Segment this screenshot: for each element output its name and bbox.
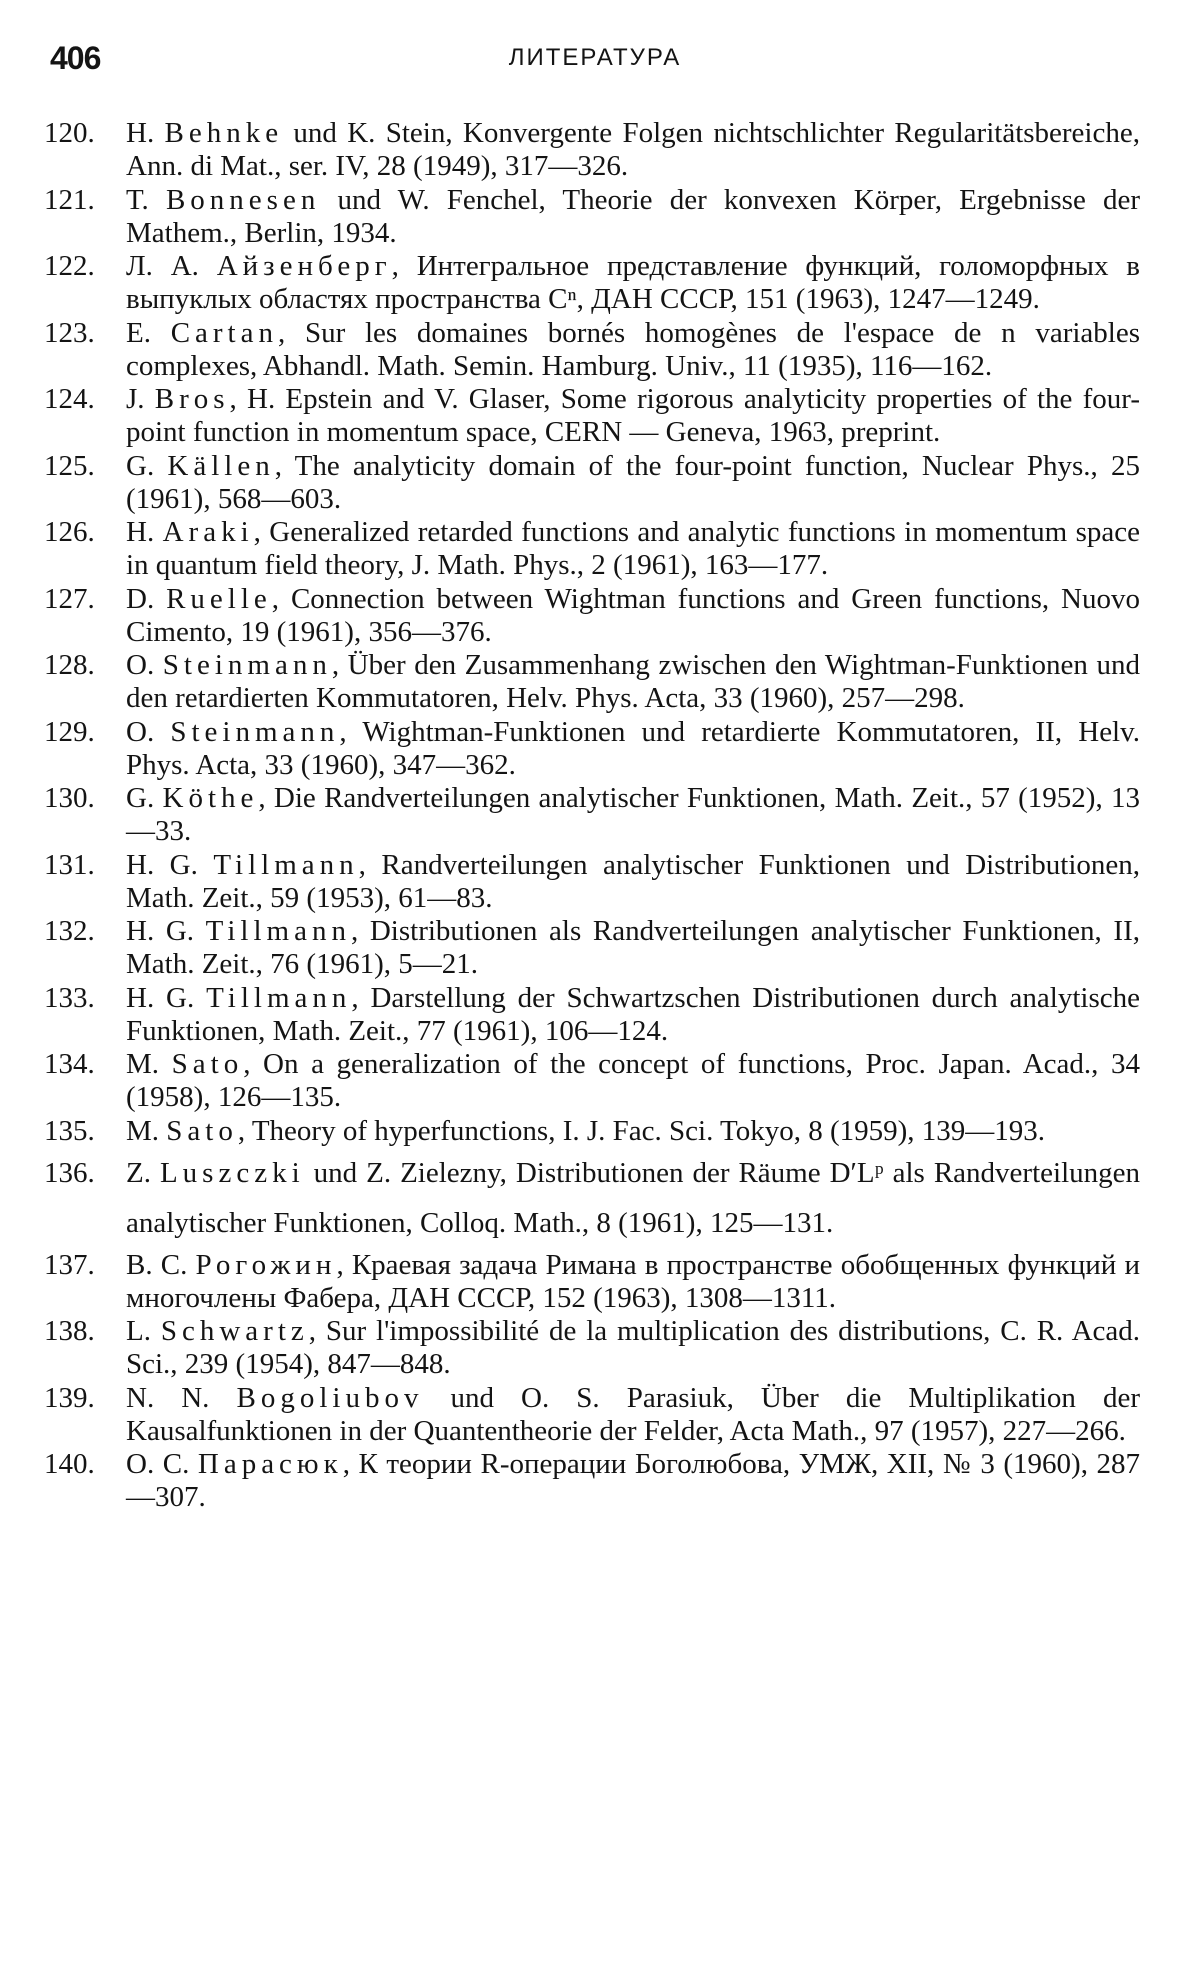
- reference-text: , К теории R-операции Боголюбова, УМЖ, XII, № 3 (1960), 287—307.: [126, 1448, 1140, 1513]
- reference-author: Bros: [154, 383, 230, 415]
- reference-number: 138.: [44, 1315, 95, 1347]
- reference-author: Luszczki: [159, 1157, 305, 1189]
- reference-text: , Theory of hyperfunctions, I. J. Fac. Sci. Tokyo, 8 (1959), 139—193.: [237, 1114, 1046, 1147]
- reference-author: Tillmann: [205, 915, 351, 947]
- reference-item: [44, 184, 1140, 250]
- page-header: [50, 40, 1140, 80]
- reference-initials: G.: [126, 449, 168, 482]
- reference-number: 136.: [44, 1157, 95, 1189]
- reference-initials: Z.: [126, 1157, 160, 1189]
- reference-item: [44, 317, 1140, 383]
- reference-text: und Z. Zielezny, Distributionen der Räume D′Lᵖ als Randverteilungen analytischer Funktionen, Colloq. Math., 8 (1961), 125—131.: [126, 1157, 1140, 1239]
- reference-text: , H. Epstein and V. Glaser, Some rigorous analyticity properties of the four-point function in momentum space, CERN — Geneva, 1963, preprint.: [126, 383, 1140, 448]
- reference-text: , Randverteilungen analytischer Funktionen und Distributionen, Math. Zeit., 59 (1953), 61—83.: [126, 848, 1140, 914]
- reference-text: und O. S. Parasiuk, Über die Multiplikation der Kausalfunktionen in der Quantentheorie der Felder, Acta Math., 97 (1957), 227—266.: [126, 1381, 1140, 1447]
- reference-author: Ruelle: [166, 582, 272, 615]
- reference-item: [44, 1315, 1140, 1381]
- reference-initials: G.: [126, 782, 163, 814]
- reference-initials: L.: [126, 1315, 161, 1347]
- reference-item: [44, 716, 1140, 782]
- reference-list: [44, 117, 1140, 1515]
- reference-author: Tillmann: [206, 981, 352, 1014]
- reference-number: 124.: [44, 383, 95, 415]
- reference-number: 129.: [44, 715, 95, 748]
- reference-item: [44, 450, 1140, 516]
- reference-author: Steinmann: [162, 649, 332, 681]
- reference-initials: H.: [126, 516, 163, 548]
- reference-number: 123.: [44, 316, 95, 349]
- reference-author: Schwartz: [160, 1315, 309, 1347]
- reference-author: Bonnesen: [165, 183, 321, 216]
- reference-text: und K. Stein, Konvergente Folgen nichtschlichter Regularitätsbereiche, Ann. di Mat., ser. IV, 28 (1949), 317—326.: [126, 117, 1140, 182]
- reference-author: Araki: [162, 516, 254, 548]
- reference-initials: J.: [126, 383, 155, 415]
- reference-author: Behnke: [164, 117, 284, 149]
- reference-text: , Wightman-Funktionen und retardierte Kommutatoren, II, Helv. Phys. Acta, 33 (1960), 347—362.: [126, 715, 1140, 781]
- reference-item: [44, 782, 1140, 848]
- reference-item: [44, 1448, 1140, 1514]
- reference-number: 126.: [44, 516, 95, 548]
- reference-text: , Generalized retarded functions and analytic functions in momentum space in quantum field theory, J. Math. Phys., 2 (1961), 163—177.: [126, 516, 1140, 581]
- reference-author: Парасюк: [197, 1448, 343, 1480]
- reference-text: , Darstellung der Schwartzschen Distributionen durch analytische Funktionen, Math. Zeit., 77 (1961), 106—124.: [126, 981, 1140, 1047]
- reference-author: Bogoliubov: [236, 1381, 424, 1414]
- reference-item: [44, 1148, 1140, 1248]
- reference-number: 137.: [44, 1248, 95, 1281]
- reference-author: Sato: [166, 1114, 238, 1147]
- reference-initials: M.: [126, 1048, 172, 1080]
- reference-item: [44, 250, 1140, 316]
- reference-number: 130.: [44, 782, 95, 814]
- reference-initials: H. G.: [126, 915, 206, 947]
- reference-initials: D.: [126, 582, 167, 615]
- reference-text: und W. Fenchel, Theorie der konvexen Körper, Ergebnisse der Mathem., Berlin, 1934.: [126, 183, 1141, 249]
- reference-number: 127.: [44, 582, 95, 615]
- reference-author: Steinmann: [170, 715, 340, 748]
- reference-text: , Краевая задача Римана в пространстве обобщенных функций и многочлены Фабера, ДАН СССР, 152 (1963), 1308—1311.: [126, 1248, 1140, 1314]
- reference-number: 122.: [44, 250, 95, 282]
- reference-item: [44, 516, 1140, 582]
- reference-item: [44, 117, 1140, 183]
- reference-text: , Connection between Wightman functions and Green functions, Nuovo Cimento, 19 (1961), 356—376.: [126, 582, 1140, 648]
- reference-item: [44, 383, 1140, 449]
- reference-number: 131.: [44, 848, 95, 881]
- reference-author: Рогожин: [195, 1248, 337, 1281]
- reference-author: Köthe: [162, 782, 259, 814]
- reference-number: 134.: [44, 1048, 95, 1080]
- reference-initials: M.: [126, 1114, 167, 1147]
- reference-initials: O.: [126, 649, 163, 681]
- reference-initials: N. N.: [126, 1381, 237, 1414]
- reference-item: [44, 1382, 1140, 1448]
- reference-text: , Distributionen als Randverteilungen analytischer Funktionen, II, Math. Zeit., 76 (1961), 5—21.: [126, 915, 1140, 980]
- reference-initials: H.: [126, 117, 165, 149]
- reference-text: , On a generalization of the concept of functions, Proc. Japan. Acad., 34 (1958), 126—135.: [126, 1048, 1140, 1113]
- reference-item: [44, 1249, 1140, 1315]
- reference-author: Källen: [167, 449, 275, 482]
- reference-text: , Über den Zusammenhang zwischen den Wightman-Funktionen und den retardierten Kommutatoren, Helv. Phys. Acta, 33 (1960), 257—298.: [126, 649, 1140, 714]
- reference-initials: T.: [126, 183, 166, 216]
- reference-initials: О. С.: [126, 1448, 198, 1480]
- running-title: ЛИТЕРАТУРА: [508, 44, 682, 71]
- reference-text: , The analyticity domain of the four-point function, Nuclear Phys., 25 (1961), 568—603.: [126, 449, 1140, 515]
- reference-number: 139.: [44, 1381, 95, 1414]
- reference-initials: O.: [126, 715, 171, 748]
- reference-initials: В. С.: [126, 1248, 196, 1281]
- reference-item: [44, 982, 1140, 1048]
- reference-item: [44, 849, 1140, 915]
- reference-number: 125.: [44, 449, 95, 482]
- reference-initials: H. G.: [126, 981, 207, 1014]
- reference-item: [44, 1048, 1140, 1114]
- reference-item: [44, 1115, 1140, 1148]
- reference-initials: H. G.: [126, 848, 214, 881]
- reference-author: Sato: [171, 1048, 244, 1080]
- reference-initials: Л. А.: [126, 250, 217, 282]
- reference-number: 120.: [44, 117, 95, 149]
- reference-number: 128.: [44, 649, 95, 681]
- reference-item: [44, 649, 1140, 715]
- reference-author: Tillmann: [213, 848, 359, 881]
- reference-number: 121.: [44, 183, 95, 216]
- reference-text: , Die Randverteilungen analytischer Funktionen, Math. Zeit., 57 (1952), 13—33.: [126, 782, 1140, 847]
- reference-text: , Интегральное представление функций, голоморфных в выпуклых областях пространства Cⁿ, ДАН СССР, 151 (1963), 1247—1249.: [126, 250, 1140, 315]
- page-number: 406: [50, 40, 101, 76]
- reference-item: [44, 583, 1140, 649]
- reference-number: 132.: [44, 915, 95, 947]
- reference-item: [44, 915, 1140, 981]
- reference-number: 140.: [44, 1448, 95, 1480]
- reference-number: 135.: [44, 1114, 95, 1147]
- reference-author: Айзенберг: [216, 250, 392, 282]
- reference-text: , Sur les domaines bornés homogènes de l'espace de n variables complexes, Abhandl. Math. Semin. Hamburg. Univ., 11 (1935), 116—162.: [126, 316, 1140, 382]
- reference-number: 133.: [44, 981, 95, 1014]
- reference-author: Cartan: [170, 316, 278, 349]
- reference-text: , Sur l'impossibilité de la multiplication des distributions, C. R. Acad. Sci., 239 (1954), 847—848.: [126, 1315, 1141, 1380]
- reference-initials: E.: [126, 316, 171, 349]
